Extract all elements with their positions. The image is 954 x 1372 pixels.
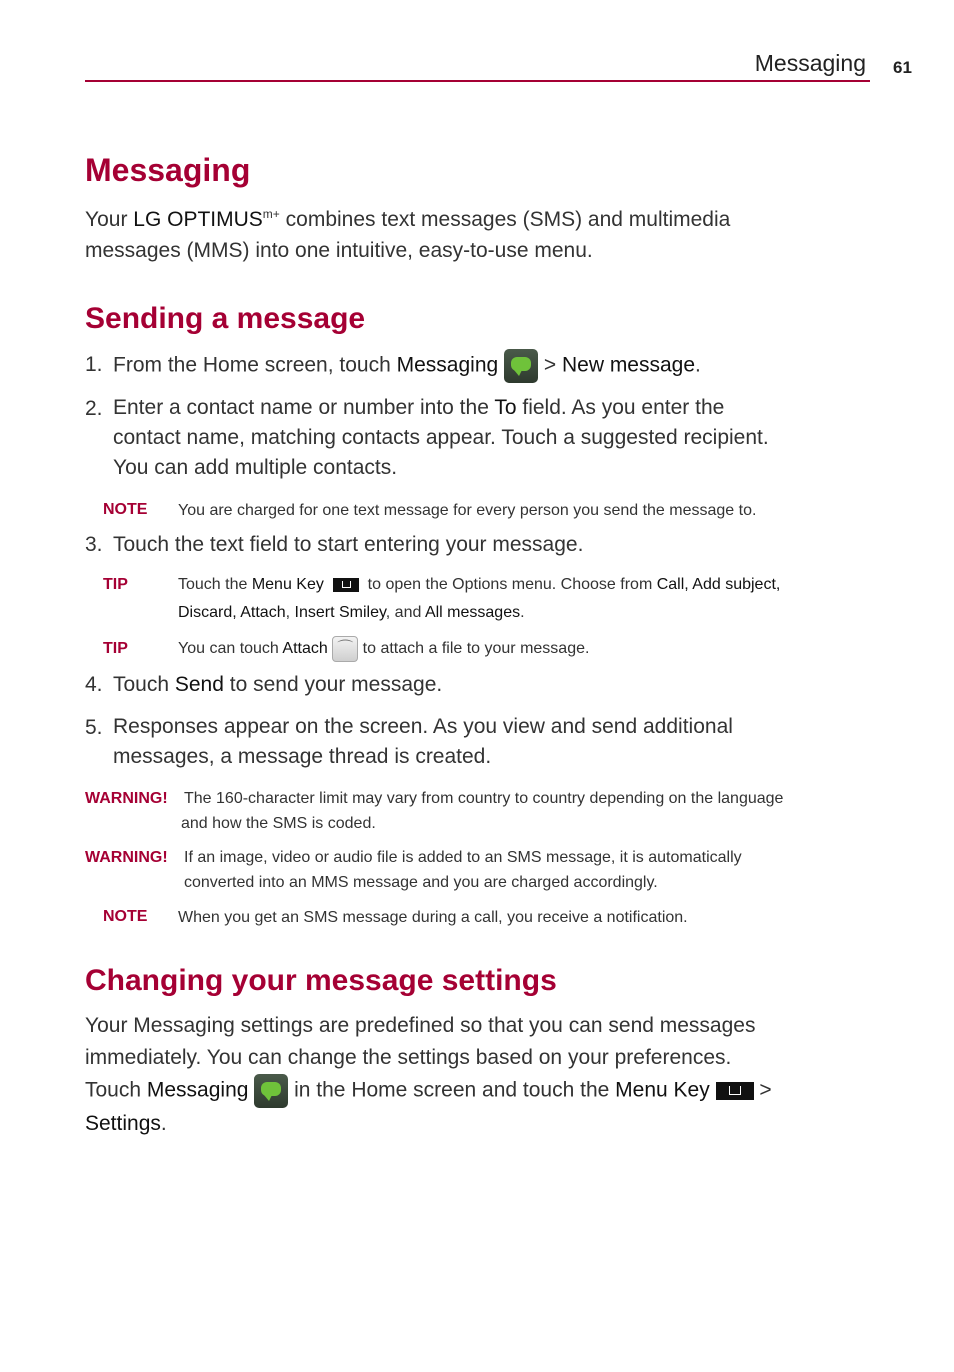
ui-messaging: Messaging bbox=[146, 1078, 249, 1102]
tip-text-run: . bbox=[520, 604, 525, 621]
intro-paragraph bbox=[85, 199, 885, 266]
ui-settings: Settings bbox=[85, 1112, 161, 1135]
warning-line: If an image, video or audio file is added to an SMS message, it is automatically bbox=[184, 849, 742, 866]
step-text: messages, a message thread is created. bbox=[113, 745, 492, 768]
ui-menu-key: Menu Key bbox=[615, 1078, 710, 1102]
note-label: NOTE bbox=[103, 501, 148, 518]
ui-all-messages: All messages bbox=[424, 604, 521, 621]
ui-messaging: Messaging bbox=[396, 353, 499, 377]
tip-text bbox=[178, 571, 868, 627]
note-text: You are charged for one text message for every person you send the message to. bbox=[178, 502, 757, 519]
note-text: When you get an SMS message during a call, you receive a notification. bbox=[178, 909, 688, 926]
device-superscript: m+ bbox=[262, 207, 280, 221]
tip-text-run: to attach a file to your message. bbox=[358, 640, 590, 657]
warning-label: WARNING! bbox=[85, 790, 168, 807]
step-text: > bbox=[538, 353, 562, 377]
step-text: to send your message. bbox=[223, 673, 443, 696]
ui-menu-key: Menu Key bbox=[251, 576, 324, 593]
ui-call-add-subject: Call, Add subject, bbox=[656, 576, 781, 593]
section-title-sending: Sending a message bbox=[85, 302, 366, 335]
step-4 bbox=[113, 669, 442, 700]
step-text: Responses appear on the screen. As you view and send additional bbox=[113, 715, 733, 738]
ui-new-message: New message bbox=[561, 353, 696, 377]
running-header-section: Messaging bbox=[754, 50, 866, 76]
menu-key-icon bbox=[333, 578, 359, 592]
tip-text-run: , bbox=[285, 604, 295, 621]
section-title-messaging: Messaging bbox=[85, 152, 251, 188]
messaging-app-icon bbox=[254, 1074, 288, 1108]
page-number: 61 bbox=[893, 58, 912, 77]
warning-line: converted into an MMS message and you are charged accordingly. bbox=[184, 874, 658, 891]
paperclip-icon: ⌒ bbox=[332, 636, 358, 662]
warning-text bbox=[181, 786, 874, 836]
section-title-settings: Changing your message settings bbox=[85, 964, 557, 997]
settings-text: > bbox=[753, 1078, 772, 1102]
warning-text bbox=[184, 845, 874, 895]
settings-text: . bbox=[160, 1112, 167, 1135]
ui-insert-smiley: Insert Smiley bbox=[294, 604, 386, 621]
ui-attach: Attach bbox=[282, 640, 328, 657]
step-text: Enter a contact name or number into the bbox=[113, 396, 495, 419]
step-1 bbox=[113, 349, 873, 383]
menu-key-icon bbox=[716, 1082, 754, 1100]
step-number: 5. bbox=[85, 716, 103, 739]
header-divider bbox=[85, 80, 870, 82]
step-number: 2. bbox=[85, 397, 103, 420]
device-name: LG OPTIMUS bbox=[133, 208, 263, 231]
step-text: Touch bbox=[113, 673, 175, 696]
step-5 bbox=[113, 712, 873, 772]
settings-paragraph bbox=[85, 1010, 885, 1140]
warning-label: WARNING! bbox=[85, 849, 168, 866]
tip-text-run: , and bbox=[385, 604, 425, 621]
settings-text: Your Messaging settings are predefined so that you can send messages bbox=[85, 1014, 756, 1037]
step-text: contact name, matching contacts appear. Touch a suggested recipient. bbox=[113, 426, 769, 449]
intro-text: Your bbox=[85, 208, 134, 231]
intro-text: messages (MMS) into one intuitive, easy-to-use menu. bbox=[85, 239, 593, 262]
settings-text: in the Home screen and touch the bbox=[288, 1078, 616, 1102]
step-text: field. As you enter the bbox=[516, 396, 725, 419]
messaging-app-icon bbox=[504, 349, 538, 383]
step-text: You can add multiple contacts. bbox=[113, 456, 398, 479]
ui-discard-attach: Discard, Attach bbox=[178, 604, 286, 621]
step-number: 3. bbox=[85, 533, 103, 556]
tip-text-run: You can touch bbox=[178, 640, 283, 657]
step-2 bbox=[113, 393, 873, 483]
tip-text-run: to open the Options menu. Choose from bbox=[363, 576, 657, 593]
warning-line: and how the SMS is coded. bbox=[181, 815, 376, 832]
ui-send: Send bbox=[174, 673, 224, 696]
step-text: From the Home screen, touch bbox=[113, 353, 397, 377]
tip-label: TIP bbox=[103, 576, 128, 593]
tip-text bbox=[178, 635, 868, 663]
step-number: 1. bbox=[85, 353, 103, 376]
intro-text: combines text messages (SMS) and multimedia bbox=[279, 208, 731, 231]
step-number: 4. bbox=[85, 673, 103, 696]
tip-text-run: Touch the bbox=[178, 576, 252, 593]
ui-to-field: To bbox=[494, 396, 517, 419]
step-text: . bbox=[695, 353, 701, 377]
note-label: NOTE bbox=[103, 908, 148, 925]
step-3: Touch the text field to start entering your message. bbox=[113, 533, 584, 556]
tip-label: TIP bbox=[103, 640, 128, 657]
settings-text: immediately. You can change the settings based on your preferences. bbox=[85, 1046, 732, 1069]
settings-text: Touch bbox=[85, 1078, 147, 1102]
warning-line: The 160-character limit may vary from country to country depending on the language bbox=[184, 790, 784, 807]
